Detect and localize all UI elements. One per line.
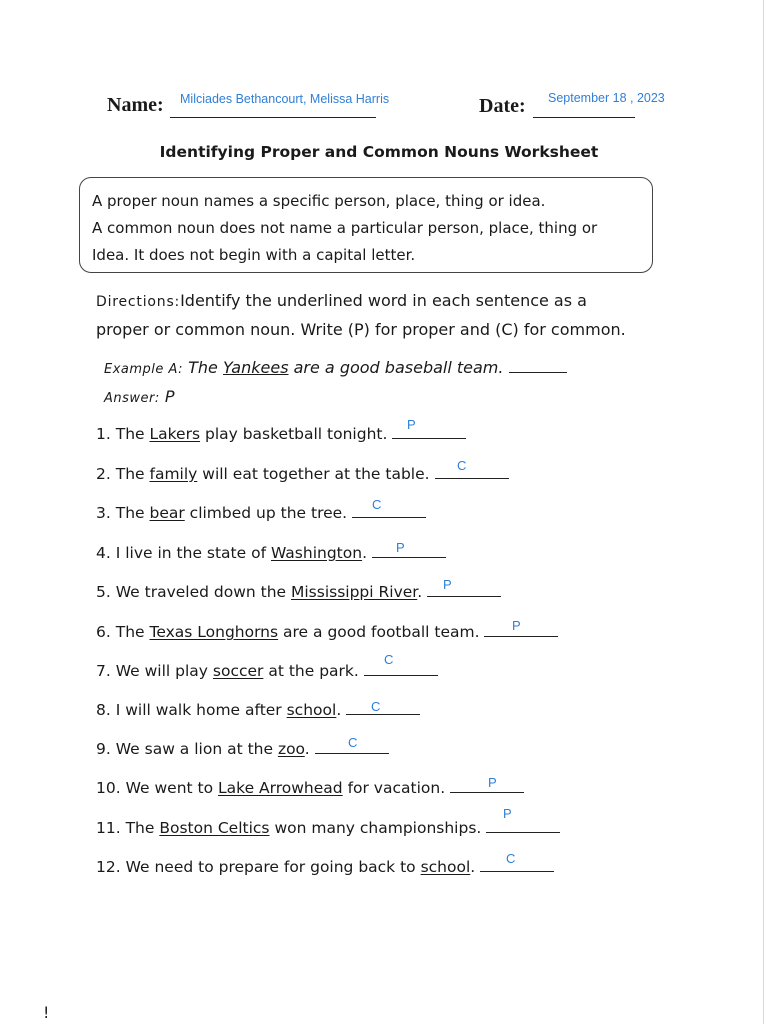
question-text: . — [362, 544, 367, 562]
question-row — [96, 778, 524, 797]
definition-box — [79, 177, 653, 273]
answer-value[interactable]: P — [512, 618, 521, 633]
question-text: We traveled down the — [115, 583, 291, 601]
answer-blank[interactable] — [392, 424, 466, 439]
question-number: 8. — [96, 701, 111, 719]
question-text: We went to — [125, 779, 219, 797]
answer-blank[interactable] — [435, 464, 509, 479]
question-text: The — [115, 623, 150, 641]
question-number: 12. — [96, 858, 121, 876]
answer-value[interactable]: P — [407, 417, 416, 432]
answer-blank[interactable] — [352, 503, 426, 518]
underlined-noun: Boston Celtics — [159, 819, 270, 837]
answer-value[interactable]: C — [384, 652, 394, 667]
question-number: 4. — [96, 544, 111, 562]
question-row — [96, 543, 446, 562]
directions — [96, 287, 626, 344]
underlined-noun: Washington — [270, 544, 363, 562]
answer-blank[interactable] — [484, 622, 558, 637]
definition-line: A proper noun names a specific person, place, thing or idea. — [92, 192, 546, 210]
answer-blank[interactable] — [486, 818, 560, 833]
question-number: 3. — [96, 504, 111, 522]
answer-value[interactable]: C — [457, 458, 467, 473]
answer-blank[interactable] — [480, 857, 554, 872]
question-row — [96, 464, 509, 483]
question-number: 9. — [96, 740, 111, 758]
question-row — [96, 582, 501, 601]
answer-value[interactable]: C — [372, 497, 382, 512]
question-text: The — [115, 465, 150, 483]
underlined-noun: Lakers — [149, 425, 201, 443]
question-number: 11. — [96, 819, 121, 837]
answer-value[interactable]: C — [348, 735, 358, 750]
question-text: will eat together at the table. — [197, 465, 430, 483]
example-label: Example A: — [104, 362, 184, 377]
underlined-noun: Lake Arrowhead — [218, 779, 343, 797]
question-text: are a good football team. — [278, 623, 480, 641]
name-label: Name: — [107, 94, 164, 116]
directions-text: proper or common noun. Write (P) for proper and (C) for common. — [96, 320, 626, 339]
underlined-noun: school — [286, 701, 337, 719]
answer-blank[interactable] — [372, 543, 446, 558]
underlined-noun: zoo — [277, 740, 305, 758]
example-a — [104, 354, 567, 412]
underlined-noun: school — [420, 858, 471, 876]
question-text: . — [336, 701, 342, 719]
question-number: 6. — [96, 623, 111, 641]
question-text: for vacation. — [342, 779, 446, 797]
underlined-noun: bear — [149, 504, 185, 522]
example-text-after: are a good baseball team. — [288, 358, 504, 377]
definition-line: A common noun does not name a particular person, place, thing or — [92, 219, 598, 237]
question-number: 7. — [96, 662, 111, 680]
question-text: . — [304, 740, 310, 758]
date-label: Date: — [479, 95, 526, 117]
page-edge-line — [763, 0, 764, 1024]
answer-value[interactable]: C — [371, 699, 381, 714]
question-text: play basketball tonight. — [200, 425, 388, 443]
question-number: 2. — [96, 465, 111, 483]
question-text: . — [470, 858, 476, 876]
underlined-noun: Texas Longhorns — [149, 623, 279, 641]
question-number: 1. — [96, 425, 111, 443]
question-number: 10. — [96, 779, 121, 797]
question-number: 5. — [96, 583, 111, 601]
footer-mark: ! — [43, 1003, 50, 1022]
example-text-before: The — [188, 358, 223, 377]
name-underline — [170, 117, 376, 118]
question-row — [96, 739, 389, 758]
underlined-noun: family — [149, 465, 198, 483]
definition-line: Idea. It does not begin with a capital letter. — [92, 246, 416, 264]
question-text: We saw a lion at the — [115, 740, 278, 758]
question-text: The — [115, 504, 150, 522]
directions-text: Identify the underlined word in each sentence as a — [180, 291, 587, 310]
question-text: at the park. — [263, 662, 359, 680]
answer-value[interactable]: P — [443, 577, 452, 592]
question-text: . — [417, 583, 423, 601]
question-row — [96, 622, 558, 641]
answer-blank[interactable] — [364, 661, 438, 676]
question-text: I live in the state of — [115, 544, 271, 562]
question-row — [96, 818, 560, 837]
example-answer-value: P — [164, 387, 175, 406]
question-text: We will play — [115, 662, 213, 680]
answer-value[interactable]: P — [488, 775, 497, 790]
question-text: The — [115, 425, 150, 443]
answer-value[interactable]: P — [503, 806, 512, 821]
name-value[interactable]: Milciades Bethancourt, Melissa Harris — [180, 92, 390, 106]
answer-value[interactable]: P — [396, 540, 405, 555]
example-answer-label: Answer: — [104, 391, 160, 406]
answer-blank[interactable] — [346, 700, 420, 715]
directions-label: Directions: — [96, 294, 181, 310]
date-value[interactable]: September 18 , 2023 — [548, 91, 665, 105]
question-text: I will walk home after — [115, 701, 287, 719]
example-underlined-word: Yankees — [222, 358, 289, 377]
example-blank — [509, 358, 567, 373]
worksheet-title: Identifying Proper and Common Nouns Worksheet — [159, 143, 599, 161]
question-text: climbed up the tree. — [184, 504, 348, 522]
underlined-noun: soccer — [212, 662, 264, 680]
question-text: We need to prepare for going back to — [125, 858, 421, 876]
date-underline — [533, 117, 635, 118]
question-row — [96, 857, 554, 876]
underlined-noun: Mississippi River — [291, 583, 418, 601]
question-text: won many championships. — [269, 819, 482, 837]
answer-value[interactable]: C — [506, 851, 516, 866]
answer-blank[interactable] — [427, 582, 501, 597]
question-text: The — [125, 819, 160, 837]
